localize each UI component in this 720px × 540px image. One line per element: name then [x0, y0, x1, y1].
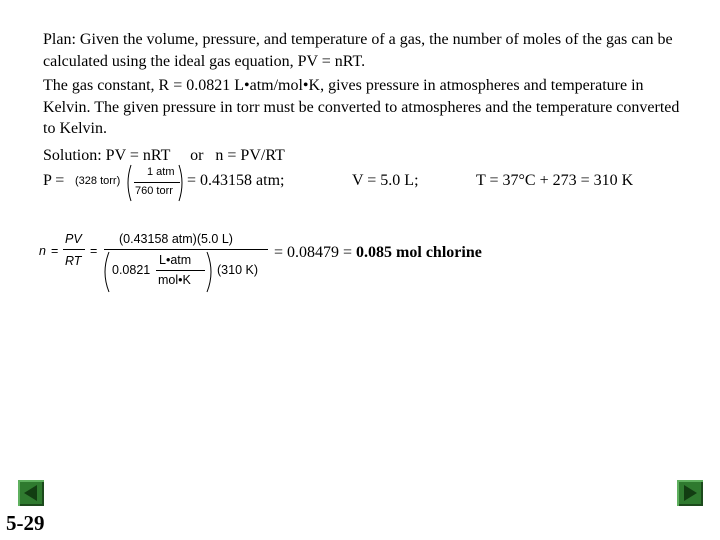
- factor-denominator: 760 torr: [135, 185, 173, 197]
- previous-slide-button[interactable]: [18, 480, 44, 506]
- solution-line: Solution: PV = nRT or n = PV/RT: [43, 147, 285, 164]
- r-value: 0.0821: [112, 263, 151, 277]
- plan-paragraph: Plan: Given the volume, pressure, and temperature of a gas, the number of moles of the gas can be calculated using the ideal gas equation, PV = nRT.: [43, 31, 673, 70]
- pv-numerator: PV: [65, 232, 82, 246]
- equals-sign-1: =: [51, 244, 59, 258]
- factor-numerator: 1 atm: [147, 166, 175, 178]
- volume-value: V = 5.0 L;: [352, 172, 419, 189]
- pv-rt-fraction-bar: [63, 249, 85, 250]
- next-slide-button[interactable]: [677, 480, 703, 506]
- page-number: 5-29: [6, 511, 45, 535]
- pressure-label: P =: [43, 172, 65, 189]
- temperature-value: T = 37°C + 273 = 310 K: [476, 172, 634, 189]
- forward-arrow-icon: [677, 480, 703, 506]
- r-units-fraction-bar: [156, 270, 205, 271]
- moles-numerator: (0.43158 atm)(5.0 L): [119, 232, 233, 246]
- r-units-denominator: mol•K: [158, 273, 191, 287]
- equals-sign-2: =: [90, 244, 98, 258]
- pressure-result: = 0.43158 atm;: [187, 172, 285, 189]
- n-symbol: n: [39, 244, 46, 258]
- pressure-torr: (328 torr): [75, 175, 121, 187]
- factor-fraction-bar: [134, 182, 180, 183]
- r-units-numerator: L•atm: [159, 253, 192, 267]
- back-arrow-icon: [18, 480, 44, 506]
- moles-answer: 0.085 mol chlorine: [356, 244, 482, 261]
- rt-denominator: RT: [65, 254, 82, 268]
- gas-constant-paragraph: The gas constant, R = 0.0821 L•atm/mol•K, gives pressure in atmospheres and temperature in Kelvin. The given pressure in torr must be converted to atmospheres and the temperature converted to Kelvin.: [43, 77, 680, 137]
- moles-fraction-bar: [104, 249, 268, 250]
- moles-result-prefix: = 0.08479 =: [274, 244, 357, 261]
- moles-result: [274, 243, 482, 263]
- temperature-term: (310 K): [217, 263, 258, 277]
